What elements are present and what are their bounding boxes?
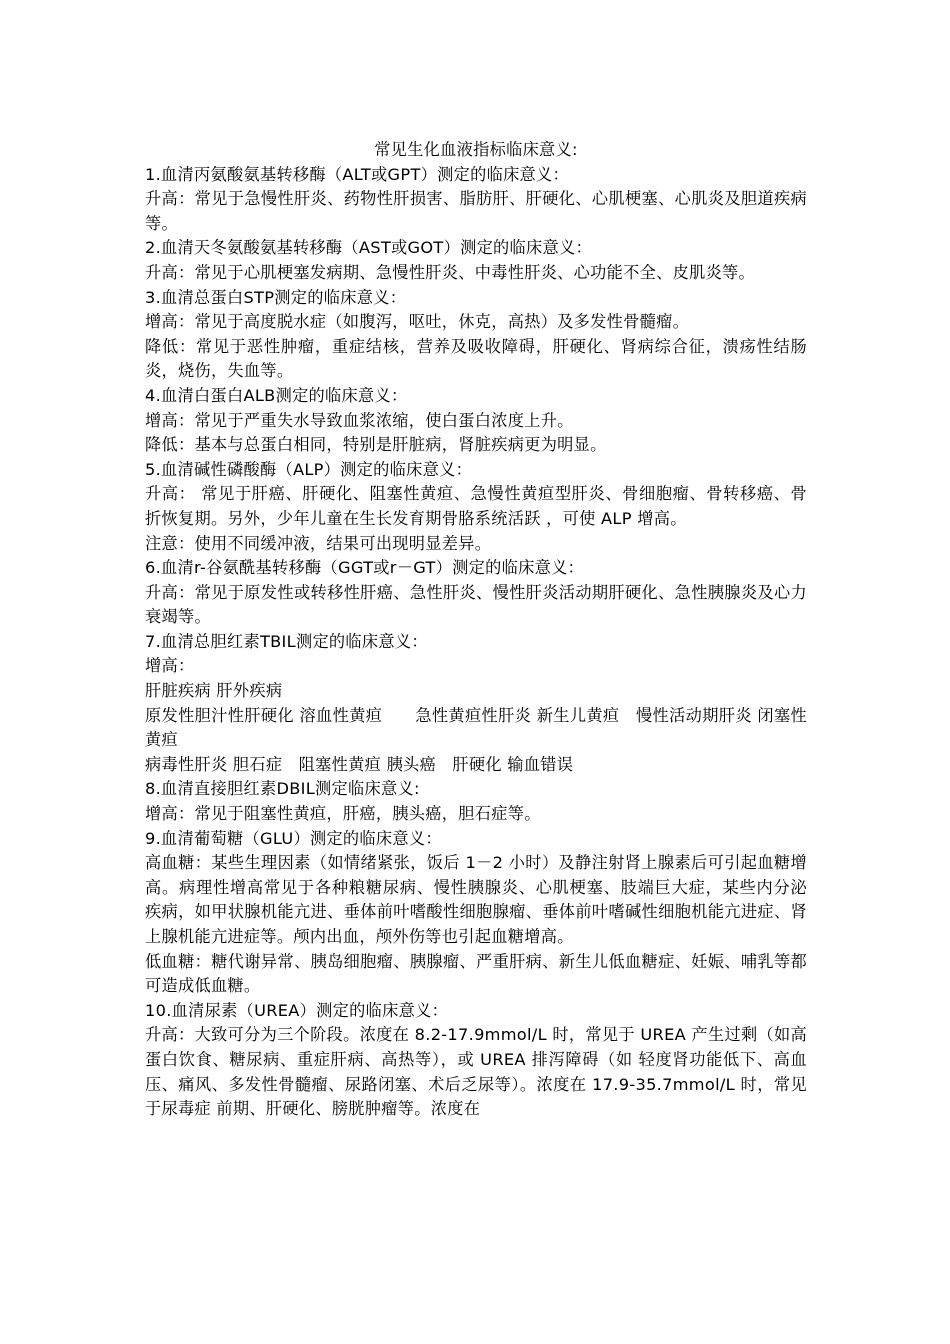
- text-line: 5.血清碱性磷酸酶（ALP）测定的临床意义：: [145, 459, 473, 479]
- document-title: 常见生化血液指标临床意义:: [374, 140, 578, 159]
- text-line: 升高：常见于急慢性肝炎、药物性肝损害、脂肪肝、肝硬化、心肌梗塞、心肌炎及胆道疾病等。: [145, 189, 807, 233]
- text-line: 3.血清总蛋白STP测定的临床意义：: [145, 287, 407, 307]
- text-line: 升高：大致可分为三个阶段。浓度在 8.2-17.9mmol/L 时，常见于 UREA 产生过剩（如高蛋白饮食、糖尿病、重症肝病、高热等），或 UREA 排泻障碍（如 轻度肾功能低下、高血压、痛风、多发性骨髓瘤、尿路闭塞、术后乏尿等）。浓度在 17.9-35.7mmol/L 时，常见于尿毒症 前期、肝硬化、膀胱肿瘤等。浓度在: [145, 1025, 807, 1119]
- text-line: 病毒性肝炎 胆石症 阻塞性黄疸 胰头癌 肝硬化 输血错误: [145, 754, 574, 774]
- text-line: 9.血清葡萄糖（GLU）测定的临床意义：: [145, 828, 442, 848]
- text-line: 高血糖：某些生理因素（如情绪紧张，饭后 1－2 小时）及静注射肾上腺素后可引起血糖增高。病理性增高常见于各种粮糖尿病、慢性胰腺炎、心肌梗塞、肢端巨大症，某些内分泌 疾病，如甲状腺机能亢进、垂体前叶嗜酸性细胞腺瘤、垂体前叶嗜碱性细胞机能亢进症、肾上腺机能亢进症等。颅内出血，颅外伤等也引起血糖增高。: [145, 853, 813, 946]
- text-line: 增高：常见于高度脱水症（如腹泻，呕吐，休克，高热）及多发性骨髓瘤。: [145, 312, 690, 332]
- text-line: 降低：基本与总蛋白相同，特别是肝脏病，肾脏疾病更为明显。: [145, 435, 607, 455]
- text-line: 升高：常见于原发性或转移性肝癌、急性肝炎、慢性肝炎活动期肝硬化、急性胰腺炎及心力衰竭等。: [145, 582, 807, 627]
- text-line: 1.血清丙氨酸氨基转移酶（ALT或GPT）测定的临床意义：: [145, 164, 570, 184]
- text-line: 2.血清天冬氨酸氨基转移酶（AST或GOT）测定的临床意义：: [145, 238, 592, 258]
- text-line: 7.血清总胆红素TBIL测定的临床意义：: [145, 631, 428, 651]
- text-line: 4.血清白蛋白ALB测定的临床意义：: [145, 385, 408, 405]
- document-page: [145, 138, 813, 1122]
- text-line: 6.血清r-谷氨酰基转移酶（GGT或r－GT）测定的临床意义：: [145, 558, 585, 578]
- text-line: 增高：常见于阻塞性黄疸，肝癌，胰头癌，胆石症等。: [145, 804, 541, 824]
- text-line: 原发性胆汁性肝硬化 溶血性黄疸 急性黄疸性肝炎 新生儿黄疸 慢性活动期肝炎 闭塞性黄疸: [145, 705, 807, 750]
- text-line: 降低：常见于恶性肿瘤，重症结核，营养及吸收障碍，肝硬化、肾病综合征，溃疡性结肠炎，烧伤，失血等。: [145, 336, 807, 381]
- text-line: 肝脏疾病 肝外疾病: [145, 681, 283, 701]
- text-line: 10.血清尿素（UREA）测定的临床意义：: [145, 1000, 449, 1020]
- text-line: 注意：使用不同缓冲液，结果可出现明显差异。: [145, 533, 492, 553]
- text-line: 升高： 常见于肝癌、肝硬化、阻塞性黄疸、急慢性黄疸型肝炎、骨细胞瘤、骨转移癌、骨折恢复期。另外，少年儿童在生长发育期骨胳系统活跃 ，可使 ALP 增高。: [145, 484, 807, 528]
- text-line: 低血糖：糖代谢异常、胰岛细胞瘤、胰腺瘤、严重肝病、新生儿低血糖症、妊娠、哺乳等都可造成低血糖。: [145, 951, 807, 996]
- text-line: 升高：常见于心肌梗塞发病期、急慢性肝炎、中毒性肝炎、心功能不全、皮肌炎等。: [145, 262, 756, 282]
- text-line: 增高：常见于严重失水导致血浆浓缩，使白蛋白浓度上升。: [145, 410, 574, 430]
- text-line: 8.血清直接胆红素DBIL测定临床意义:: [145, 779, 420, 799]
- text-line: 增高：: [145, 656, 195, 676]
